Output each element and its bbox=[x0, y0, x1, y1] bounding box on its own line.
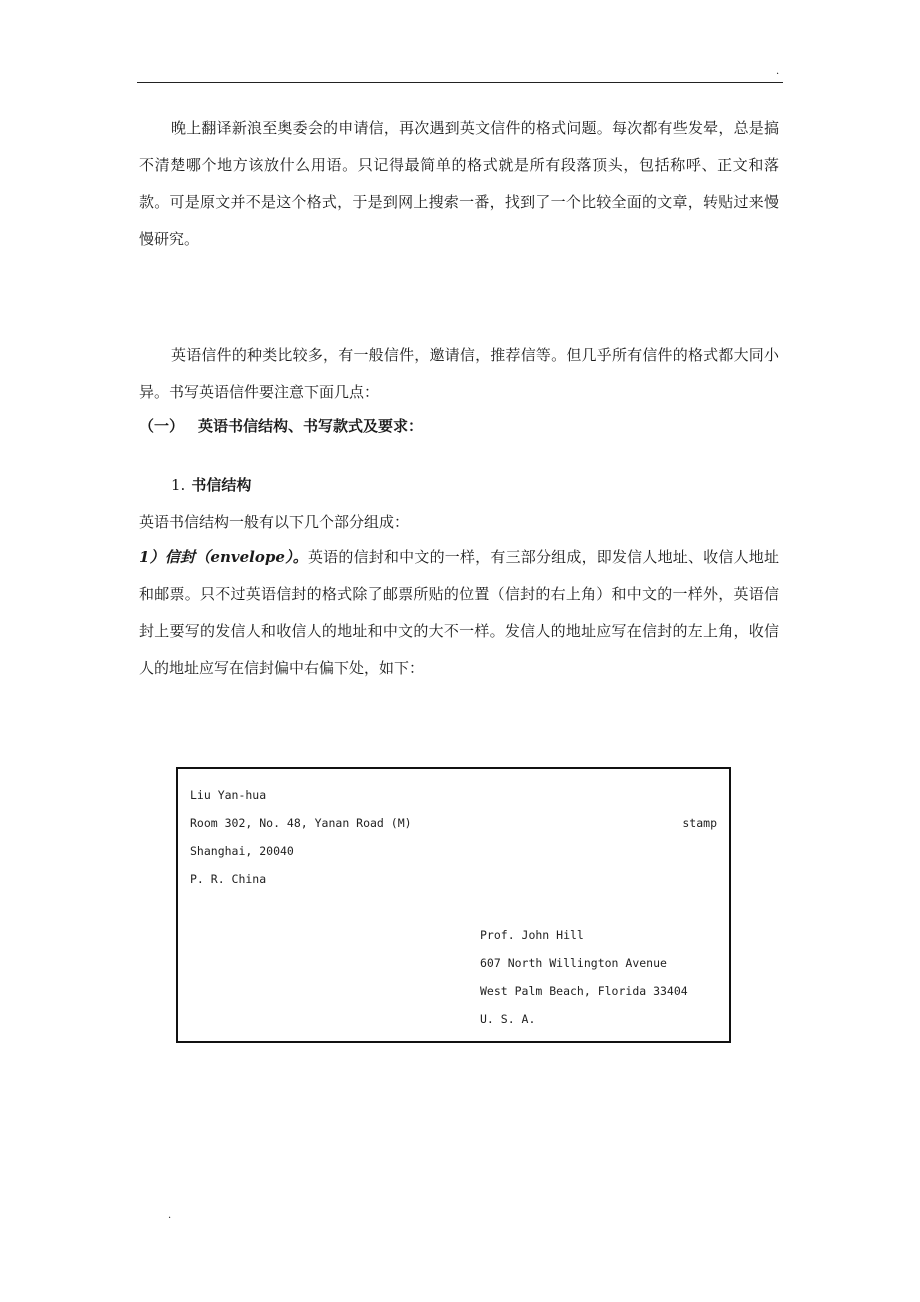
intro-paragraph-1: 晚上翻译新浪至奥委会的申请信，再次遇到英文信件的格式问题。每次都有些发晕，总是搞不清楚哪个地方该放什么用语。只记得最简单的格式就是所有段落顶头，包括称呼、正文和落款。可是原文并不是这个格式，于是到网上搜索一番，找到了一个比较全面的文章，转贴过来慢慢研究。 bbox=[139, 119, 779, 248]
sender-name: Liu Yan-hua bbox=[190, 788, 267, 802]
recipient-country: U. S. A. bbox=[480, 1012, 536, 1026]
envelope-description bbox=[139, 539, 779, 687]
section-title: 英语书信结构、书写款式及要求： bbox=[198, 417, 424, 435]
sender-city: Shanghai, 20040 bbox=[190, 844, 294, 858]
subsection-title: 书信结构 bbox=[191, 476, 252, 494]
intro-paragraph-2: 英语信件的种类比较多，有一般信件，邀请信，推荐信等。但几乎所有信件的格式都大同小异。书写英语信件要注意下面几点： bbox=[139, 346, 779, 401]
subsection-heading bbox=[171, 467, 251, 504]
sender-country: P. R. China bbox=[190, 872, 267, 886]
recipient-street: 607 North Willington Avenue bbox=[480, 956, 667, 970]
stamp-label: stamp bbox=[682, 816, 717, 830]
structure-intro: 英语书信结构一般有以下几个部分组成： bbox=[139, 513, 410, 531]
envelope-item-lead: 1）信封（envelope）。 bbox=[139, 548, 308, 566]
header-dot: . bbox=[776, 66, 780, 77]
envelope-example bbox=[176, 767, 731, 1043]
subsection-number: 1. bbox=[171, 476, 186, 494]
section-number: （一） bbox=[139, 417, 185, 435]
footer-dot: . bbox=[168, 1210, 172, 1221]
recipient-city: West Palm Beach, Florida 33404 bbox=[480, 984, 688, 998]
sender-street: Room 302, No. 48, Yanan Road (M) bbox=[190, 816, 412, 830]
recipient-name: Prof. John Hill bbox=[480, 928, 584, 942]
envelope-item-text: 英语的信封和中文的一样，有三部分组成，即发信人地址、收信人地址和邮票。只不过英语信封的格式除了邮票所贴的位置（信封的右上角）和中文的一样外，英语信封上要写的发信人和收信人的地址和中文的大不一样。发信人的地址应写在信封的左上角，收信人的地址应写在信封偏中右偏下处，如下： bbox=[139, 548, 779, 677]
section-heading bbox=[139, 408, 423, 445]
header-rule bbox=[137, 82, 783, 83]
